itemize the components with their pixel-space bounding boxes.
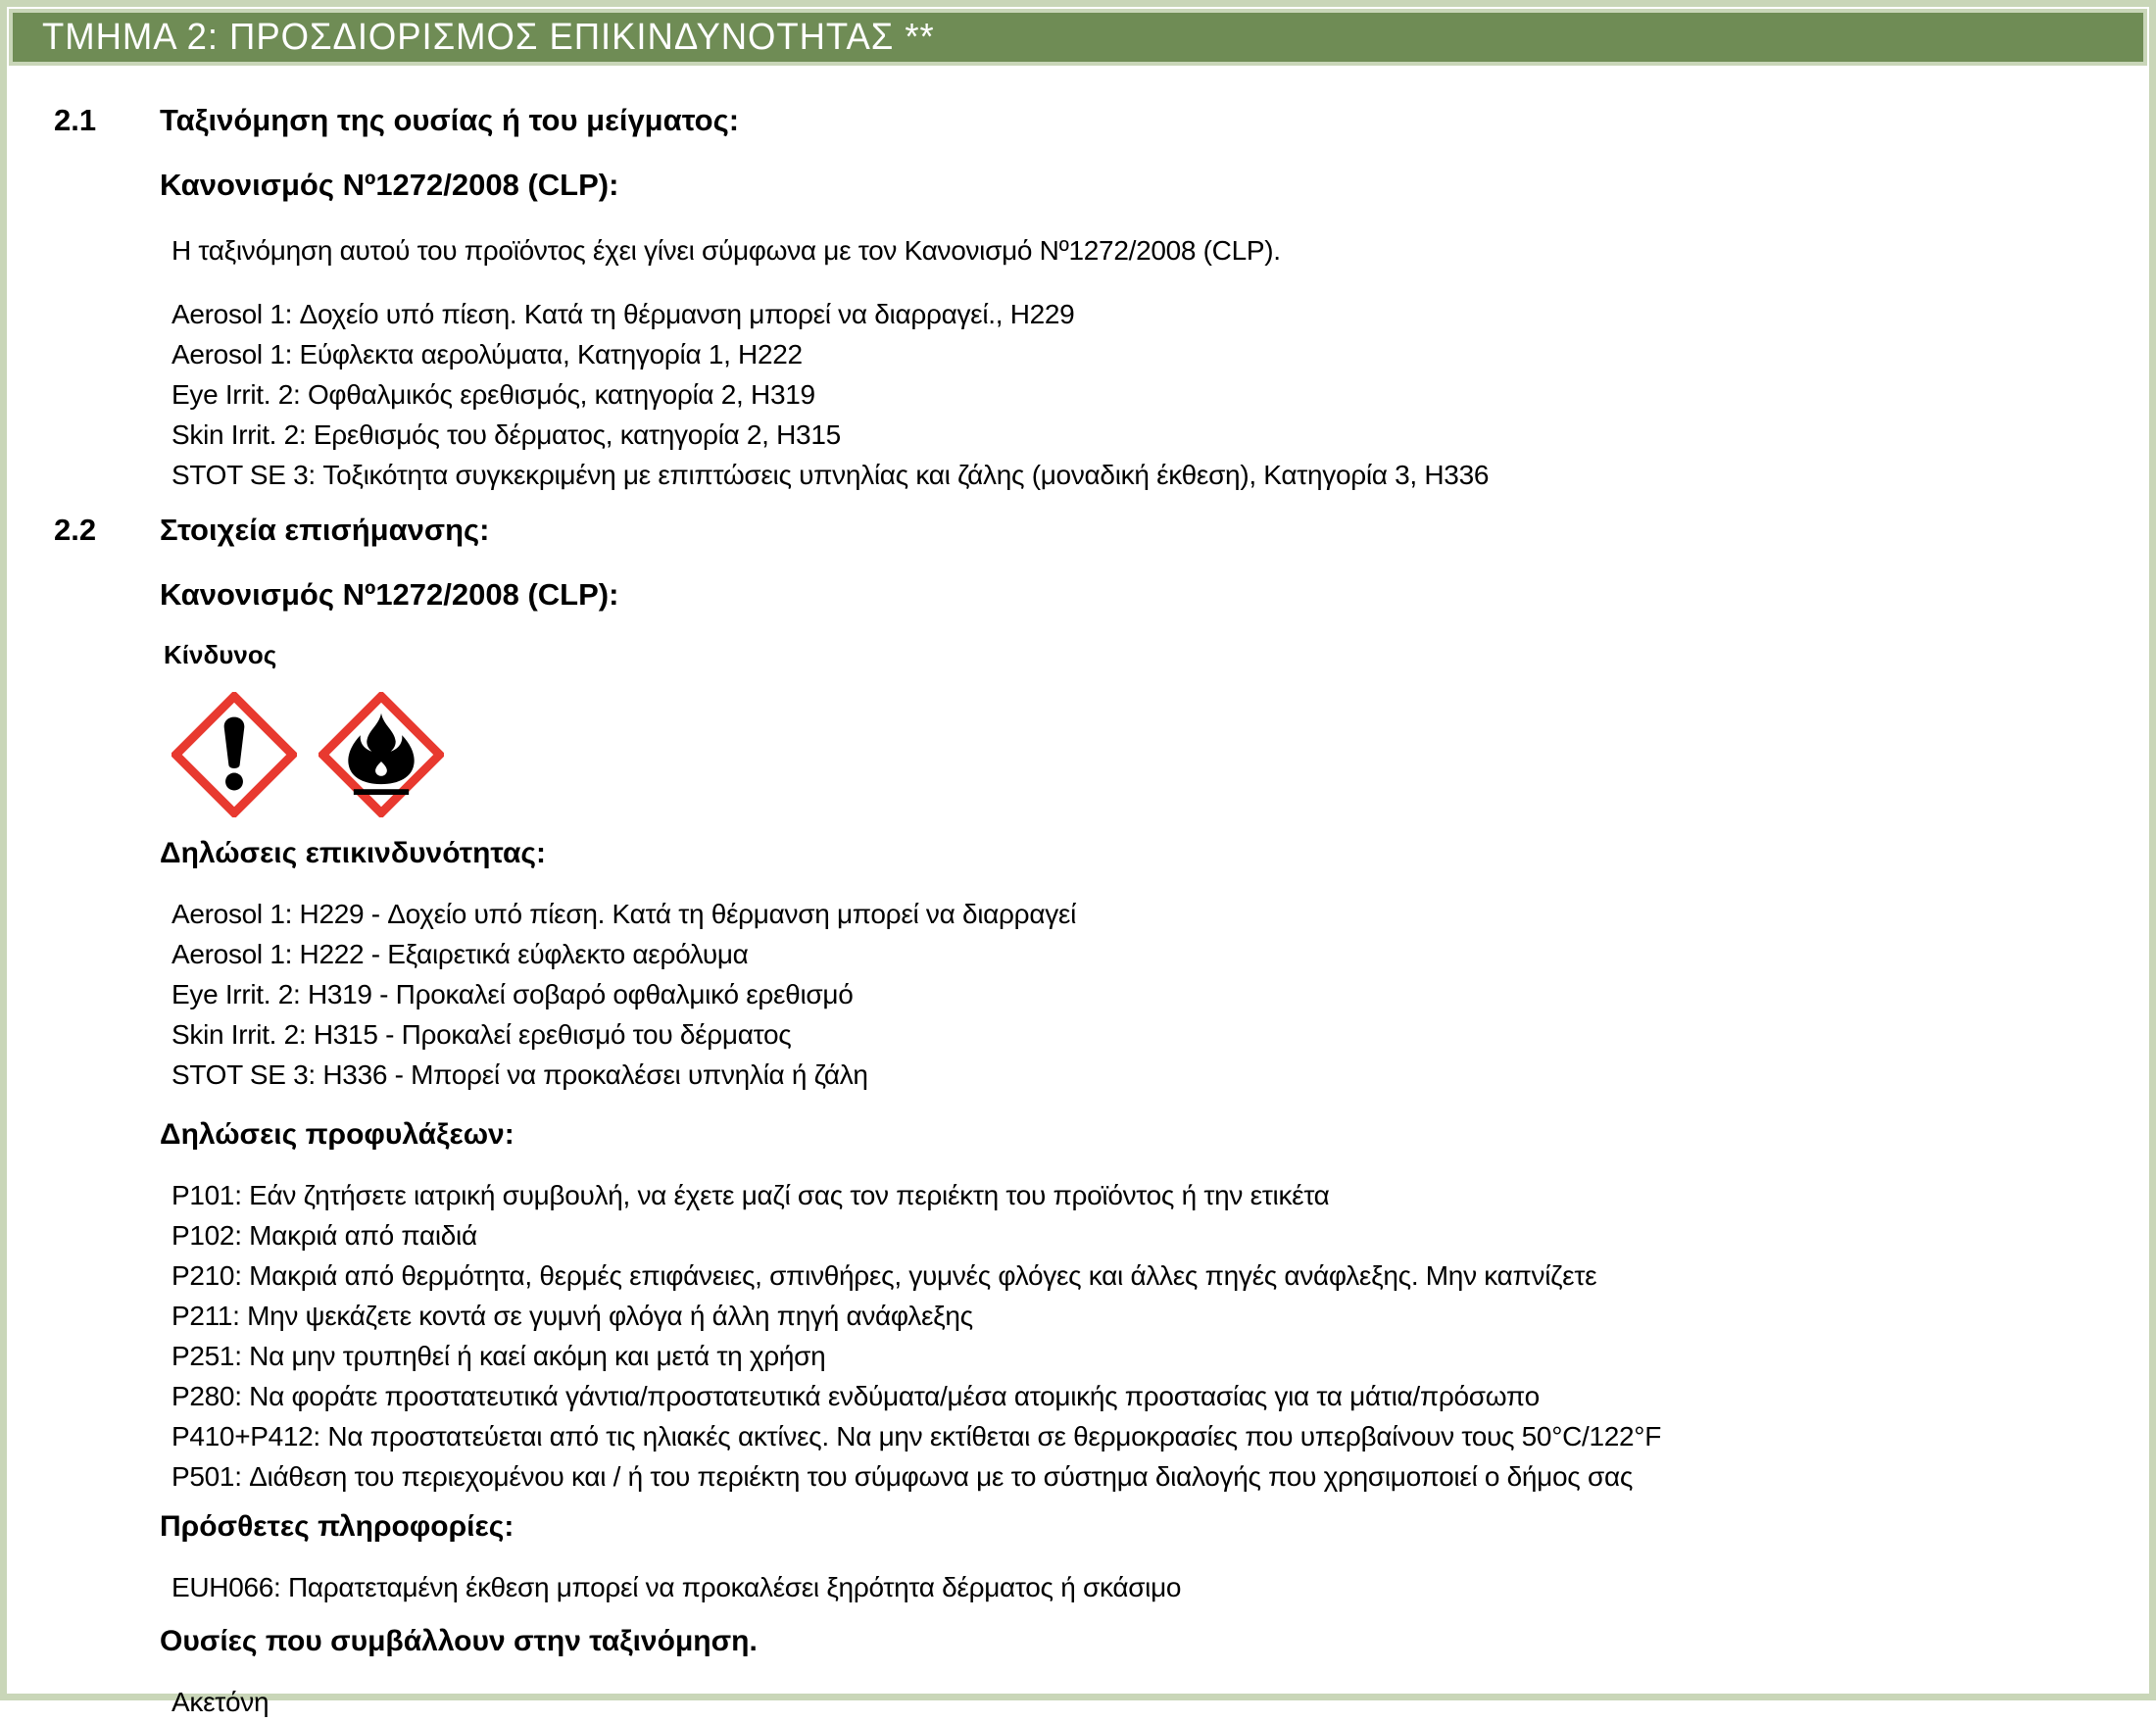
- precautionary-statement: P280: Να φοράτε προστατευτικά γάντια/προστατευτικά ενδύματα/μέσα ατομικής προστασίας για τα μάτια/πρόσωπο: [172, 1381, 1540, 1411]
- precautionary-statement: P251: Να μην τρυπηθεί ή καεί ακόμη και μετά τη χρήση: [172, 1341, 826, 1371]
- subsection-2-2-heading: [7, 513, 2110, 548]
- section-title: ΤΜΗΜΑ 2: ΠΡΟΣΔΙΟΡΙΣΜΟΣ ΕΠΙΚΙΝΔΥΝΟΤΗΤΑΣ **: [42, 16, 935, 58]
- ghs02-flame-pictogram-icon: [318, 692, 444, 817]
- classification-entry: Eye Irrit. 2: Οφθαλμικός ερεθισμός, κατηγορία 2, H319: [172, 379, 815, 410]
- hazard-statement: Skin Irrit. 2: H315 - Προκαλεί ερεθισμό του δέρματος: [172, 1019, 792, 1050]
- precautionary-statements-heading: Δηλώσεις προφυλάξεων:: [160, 1118, 514, 1151]
- contributing-substances-heading: Ουσίες που συμβάλλουν στην ταξινόμηση.: [160, 1625, 758, 1657]
- subsection-number: 2.1: [54, 103, 97, 137]
- contributing-substance: Ακετόνη: [172, 1687, 270, 1717]
- precautionary-statement: P101: Εάν ζητήσετε ιατρική συμβουλή, να έχετε μαζί σας τον περιέκτη του προϊόντος ή την ετικέτα: [172, 1180, 1330, 1210]
- classification-list: [172, 294, 2110, 495]
- hazard-statements-heading: Δηλώσεις επικινδυνότητας:: [160, 837, 546, 869]
- classification-entry: Aerosol 1: Εύφλεκτα αερολύματα, Κατηγορία 1, H222: [172, 339, 803, 369]
- section-content: [7, 68, 2149, 1722]
- section-header-bar: [9, 9, 2147, 66]
- classification-entry: Skin Irrit. 2: Ερεθισμός του δέρματος, κατηγορία 2, H315: [172, 419, 841, 450]
- contributing-substances-list: [172, 1682, 2110, 1722]
- classification-intro-block: [172, 230, 2110, 271]
- subsection-title: Στοιχεία επισήμανσης:: [160, 513, 490, 547]
- ghs07-exclamation-pictogram-icon: [172, 692, 297, 817]
- precautionary-statement: P102: Μακριά από παιδιά: [172, 1220, 477, 1251]
- precautionary-statement: P211: Μην ψεκάζετε κοντά σε γυμνή φλόγα ή άλλη πηγή ανάφλεξης: [172, 1301, 973, 1331]
- classification-entry: Aerosol 1: Δοχείο υπό πίεση. Κατά τη θέρμανση μπορεί να διαρραγεί., H229: [172, 299, 1075, 329]
- additional-info-list: [172, 1567, 2110, 1607]
- hazard-statement: Eye Irrit. 2: H319 - Προκαλεί σοβαρό οφθαλμικό ερεθισμό: [172, 979, 854, 1009]
- subsection-2-1-heading: [7, 103, 2110, 138]
- hazard-statement: STOT SE 3: H336 - Μπορεί να προκαλέσει υπνηλία ή ζάλη: [172, 1059, 868, 1090]
- additional-info-heading: Πρόσθετες πληροφορίες:: [160, 1510, 514, 1543]
- ghs-pictogram-row: [172, 686, 2110, 823]
- precautionary-statements-list: [172, 1175, 2110, 1497]
- hazard-statements-list: [172, 894, 2110, 1095]
- hazard-statement: Aerosol 1: H222 - Εξαιρετικά εύφλεκτο αερόλυμα: [172, 939, 749, 969]
- precautionary-statement: P410+P412: Να προστατεύεται από τις ηλιακές ακτίνες. Να μην εκτίθεται σε θερμοκρασίες που υπερβαίνουν τους 50°C/122°F: [172, 1421, 1662, 1451]
- hazard-statement: Aerosol 1: H229 - Δοχείο υπό πίεση. Κατά τη θέρμανση μπορεί να διαρραγεί: [172, 899, 1077, 929]
- classification-entry: STOT SE 3: Τοξικότητα συγκεκριμένη με επιπτώσεις υπνηλίας και ζάλης (μοναδική έκθεση), Κατηγορία 3, H336: [172, 460, 1490, 490]
- regulation-heading: Κανονισμός Νº1272/2008 (CLP):: [160, 577, 619, 612]
- subsection-title: Ταξινόμηση της ουσίας ή του μείγματος:: [160, 103, 740, 137]
- precautionary-statement: P210: Μακριά από θερμότητα, θερμές επιφάνειες, σπινθήρες, γυμνές φλόγες και άλλες πηγές ανάφλεξης. Μην καπνίζετε: [172, 1260, 1597, 1291]
- classification-intro: Η ταξινόμηση αυτού του προϊόντος έχει γίνει σύμφωνα με τον Κανονισμό Νº1272/2008 (CLP).: [172, 235, 1281, 266]
- signal-word: Κίνδυνος: [164, 640, 277, 669]
- precautionary-statement: P501: Διάθεση του περιεχομένου και / ή του περιέκτη του σύμφωνα με το σύστημα διαλογής που χρησιμοποιεί ο δήμος σας: [172, 1461, 1634, 1492]
- subsection-number: 2.2: [54, 513, 97, 547]
- regulation-heading: Κανονισμός Νº1272/2008 (CLP):: [160, 168, 619, 202]
- additional-statement: EUH066: Παρατεταμένη έκθεση μπορεί να προκαλέσει ξηρότητα δέρματος ή σκάσιμο: [172, 1572, 1182, 1602]
